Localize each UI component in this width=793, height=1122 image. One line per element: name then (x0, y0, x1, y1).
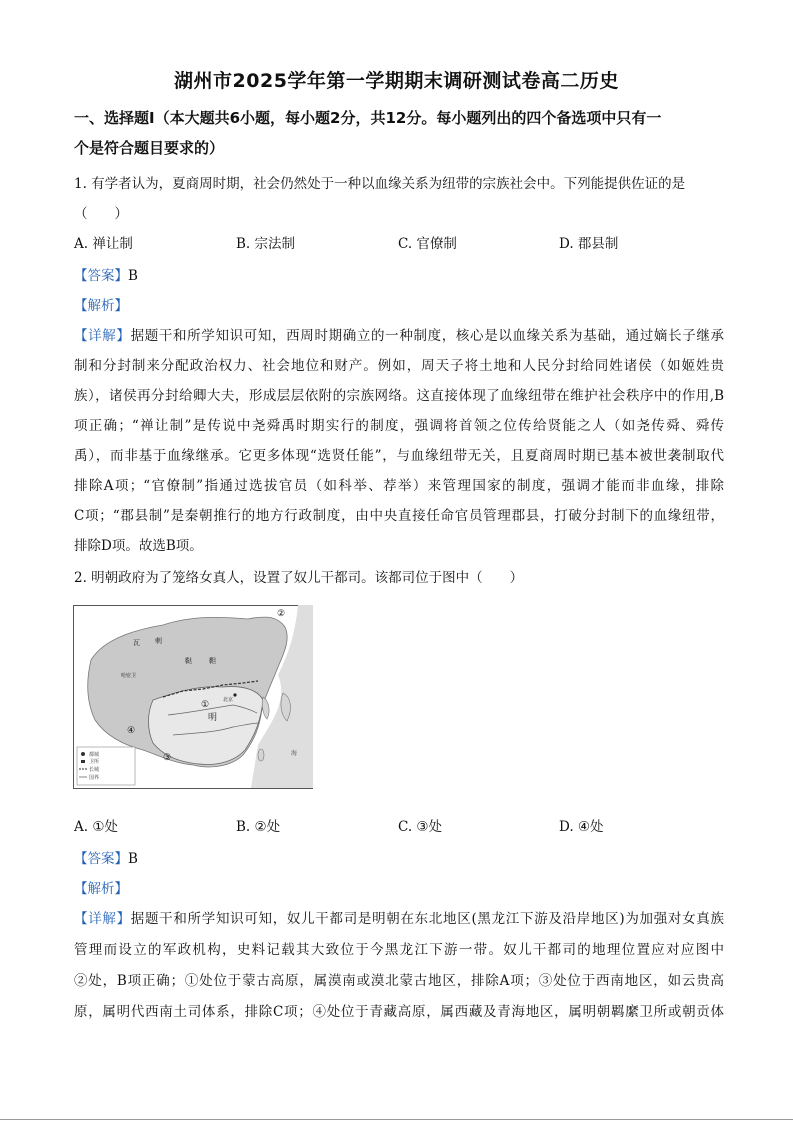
q2-option-c: C. ③处 (398, 819, 443, 835)
legend-border: 国界 (89, 775, 100, 781)
q1-detail-line: 制和分封制来分配政治权力、社会地位和财产。例如，周天子将土地和人民分封给同姓诸侯（如姬姓贵 (74, 358, 724, 374)
q1-option-c: C. 官僚制 (398, 236, 457, 252)
q1-detail-line: 排除A项；“官僚制”指通过选拔官员（如科举、荐举）来管理国家的制度，强调才能而非血缘，排除 (74, 478, 724, 494)
q1-stem: 1. 有学者认为，夏商周时期，社会仍然处于一种以血缘关系为纽带的宗族社会中。下列能提供佐证的是 (74, 176, 686, 192)
section-heading-line2: 个是符合题目要求的） (74, 139, 225, 157)
q2-detail-tag: 【详解】 (74, 911, 131, 927)
map-marker-3: ③ (163, 753, 172, 763)
map-marker-4: ④ (127, 726, 136, 736)
page-bottom-divider (0, 1119, 793, 1120)
map-label-la: 剌 (155, 637, 162, 645)
map-label-dan: 靼 (209, 657, 216, 665)
map-marker-1: ① (201, 700, 210, 710)
q1-detail-line: 项正确；“禅让制”是传说中尧舜禹时期实行的制度，强调将首领之位传给贤能之人（如尧传舜、舜传 (74, 418, 724, 434)
map-marker-2: ② (277, 609, 286, 619)
q2-answer-value: B (128, 851, 138, 867)
q2-detail-line: 原，属明代西南土司体系，排除C项；④处位于青藏高原，属西藏及青海地区，属明朝羁縻卫所或朝贡体 (74, 1004, 724, 1020)
section-heading (74, 103, 722, 163)
map-label-wa: 瓦 (133, 639, 140, 647)
q1-detail-line: 禹），而非基于血缘继承。它更多体现“选贤任能”，与血缘纽带无关，且夏商周时期已基本被世袭制取代 (74, 448, 724, 464)
q2-option-a: A. ①处 (74, 819, 118, 835)
legend-capital: 都城 (89, 752, 100, 758)
section-heading-line1: 一、选择题Ⅰ（本大题共6小题，每小题2分，共12分。每小题列出的四个备选项中只有一 (74, 109, 662, 127)
q1-answer-tag: 【答案】 (74, 268, 128, 284)
q2-detail-line: 管理而设立的军政机构，史料记载其大致位于今黑龙江下游一带。奴儿干都司的地理位置应对应图中 (74, 942, 724, 958)
q1-detail-tag: 【详解】 (74, 328, 131, 344)
q1-detail-line: 排除D项。故选B项。 (74, 538, 203, 554)
page-title: 湖州市2025学年第一学期期末调研测试卷高二历史 (174, 70, 619, 92)
q2-option-d: D. ④处 (559, 819, 604, 835)
q1-option-b: B. 宗法制 (236, 236, 296, 252)
q2-analysis-tag: 【解析】 (74, 881, 128, 897)
q2-detail-line: ②处，B项正确；①处位于蒙古高原，属漠南或漠北蒙古地区，排除A项；③处位于西南地区，如云贵高 (74, 973, 724, 989)
q1-option-d: D. 郡县制 (559, 236, 619, 252)
legend-wall: 长城 (89, 767, 100, 773)
map-label-ming: 明 (208, 713, 218, 723)
map-label-da: 鞑 (185, 657, 192, 665)
q1-detail-line: C项；“郡县制”是秦朝推行的地方行政制度，由中央直接任命官员管理郡县，打破分封制下的血缘纽带， (74, 508, 724, 524)
q1-detail-line: 【详解】据题干和所学知识可知，西周时期确立的一种制度，核心是以血缘关系为基础，通过嫡长子继承 (74, 328, 724, 344)
map-label-sea: 海 (291, 750, 298, 757)
q1-answer (74, 264, 138, 284)
q2-answer (74, 847, 138, 867)
ming-dynasty-map (73, 605, 313, 789)
map-label-beijing: 北京 (223, 697, 234, 703)
q2-detail-line: 【详解】据题干和所学知识可知，奴儿干都司是明朝在东北地区(黑龙江下游及沿岸地区)为加强对女真族 (74, 911, 724, 927)
q1-option-a: A. 禅让制 (74, 236, 133, 252)
q1-detail-line: 族），诸侯再分封给卿大夫，形成层层依附的宗族网络。这直接体现了血缘纽带在维护社会秩序中的作用,B (74, 388, 724, 404)
q1-answer-value: B (128, 268, 138, 284)
q2-option-b: B. ②处 (236, 819, 281, 835)
q2-answer-tag: 【答案】 (74, 851, 128, 867)
q2-stem: 2. 明朝政府为了笼络女真人，设置了奴儿干都司。该都司位于图中（ ） (74, 570, 524, 586)
map-label-hami: 哈密卫 (121, 673, 137, 679)
legend-garrison: 卫所 (89, 759, 100, 765)
q1-analysis-tag: 【解析】 (74, 298, 128, 314)
q1-stem-blank: （ ） (74, 206, 128, 222)
